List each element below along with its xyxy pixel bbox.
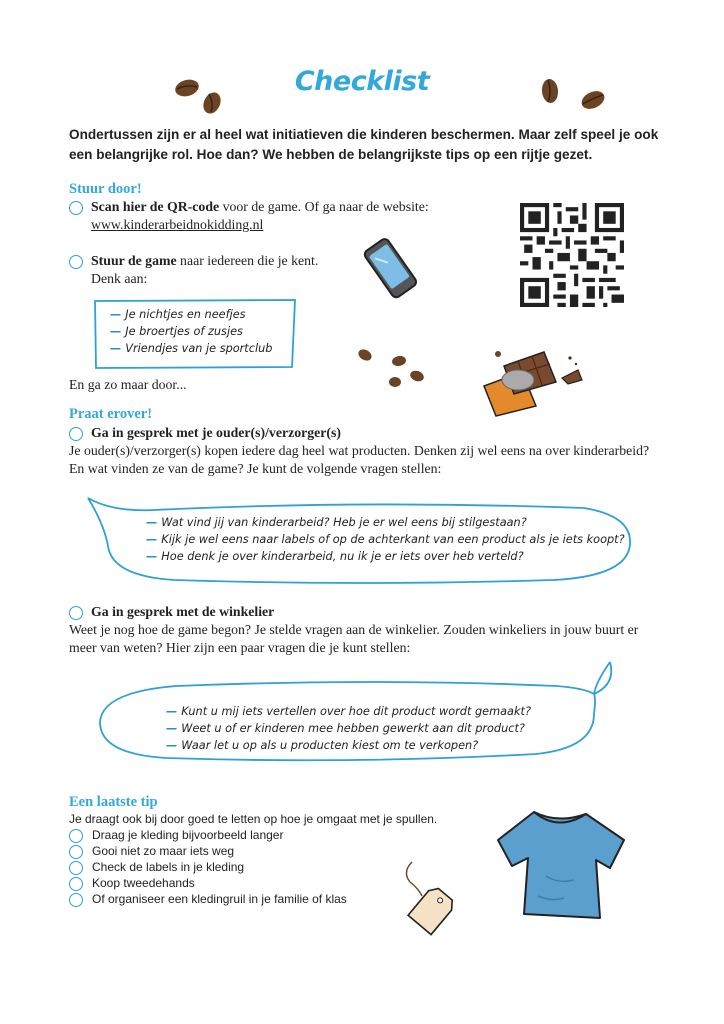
t-shirt-icon: [494, 806, 628, 922]
checkbox-circle[interactable]: [69, 829, 83, 843]
coffee-bean-icon: [536, 74, 612, 118]
scan-qr-rest: voor de game. Of ga naar de website:: [219, 199, 429, 214]
list-item: — Kunt u mij iets vertellen over hoe dit product wordt gemaakt?: [166, 705, 531, 718]
section1-footer: En ga zo maar door...: [69, 377, 187, 392]
share-game-rest: naar iedereen die je kent.: [176, 253, 319, 268]
checkbox-circle[interactable]: [69, 861, 83, 875]
tip-intro: Je draagt ook bij door goed te letten op hoe je omgaat met je spullen.: [69, 812, 438, 826]
share-game-bold: Stuur de game: [91, 253, 177, 268]
share-game-text: [91, 252, 391, 270]
list-item: — Waar let u op als u producten kiest om te verkopen?: [166, 739, 479, 752]
coffee-bean-icon: [170, 76, 230, 116]
scan-qr-text: [91, 198, 491, 234]
checkbox-circle[interactable]: [69, 201, 83, 215]
talk-parents-text: Je ouder(s)/verzorger(s) kopen iedere dag heel wat producten. Denken zij wel eens na over kinderarbeid? En wat vinden ze van de game? Je kunt de volgende vragen stellen:: [69, 443, 650, 476]
checkbox-circle[interactable]: [69, 606, 83, 620]
tip-item: Draag je kleding bijvoorbeeld langer: [92, 828, 284, 842]
list-item: — Je broertjes of zusjes: [110, 325, 243, 338]
chocolate-bar-icon: [478, 346, 588, 418]
section-heading-laatste-tip: Een laatste tip: [69, 794, 158, 810]
page-title: Checklist: [294, 66, 430, 97]
list-item: — Vriendjes van je sportclub: [110, 342, 273, 355]
think-label: Denk aan:: [91, 271, 148, 286]
qr-code-icon: [520, 203, 624, 307]
questions-parents: [146, 514, 625, 565]
list-item: — Hoe denk je over kinderarbeid, nu ik je er iets over heb verteld?: [146, 550, 524, 563]
talk-shopkeeper-title: Ga in gesprek met de winkelier: [91, 604, 275, 619]
tip-item: Of organiseer een kledingruil in je familie of klas: [92, 892, 347, 906]
list-item: — Wat vind jij van kinderarbeid? Heb je er wel eens bij stilgestaan?: [146, 516, 527, 529]
questions-shopkeeper: [166, 703, 531, 754]
checkbox-circle[interactable]: [69, 877, 83, 891]
section-heading-stuur-door: Stuur door!: [69, 181, 142, 197]
tip-item: Koop tweedehands: [92, 876, 195, 890]
section-heading-praat-erover: Praat erover!: [69, 406, 153, 422]
list-item: — Kijk je wel eens naar labels of op de achterkant van een product als je iets koopt?: [146, 533, 625, 546]
checkbox-circle[interactable]: [69, 255, 83, 269]
scan-qr-bold: Scan hier de QR-code: [91, 199, 220, 214]
tip-item: Check de labels in je kleding: [92, 860, 245, 874]
list-item: — Je nichtjes en neefjes: [110, 308, 246, 321]
contacts-list: [110, 306, 272, 357]
phone-icon: [358, 236, 424, 302]
talk-parents-title: Ga in gesprek met je ouder(s)/verzorger(s): [91, 425, 341, 440]
website-link[interactable]: www.kinderarbeidnokidding.nl: [91, 217, 264, 232]
price-tag-icon: [398, 858, 462, 938]
tip-item: Gooi niet zo maar iets weg: [92, 844, 235, 858]
checkbox-circle[interactable]: [69, 427, 83, 441]
intro-text: Ondertussen zijn er al heel wat initiatieven die kinderen beschermen. Maar zelf speel je ook een belangrijke rol. Hoe dan? We hebben de belangrijkste tips op een rijtje gezet.: [69, 127, 659, 162]
checkbox-circle[interactable]: [69, 845, 83, 859]
talk-shopkeeper-text: Weet je nog hoe de game begon? Je stelde vragen aan de winkelier. Zouden winkeliers in jouw buurt er meer van weten? Hier zijn een paar vragen die je kunt stellen:: [69, 622, 639, 655]
coffee-bean-icon: [355, 345, 435, 393]
list-item: — Weet u of er kinderen mee hebben gewerkt aan dit product?: [166, 722, 525, 735]
checkbox-circle[interactable]: [69, 893, 83, 907]
